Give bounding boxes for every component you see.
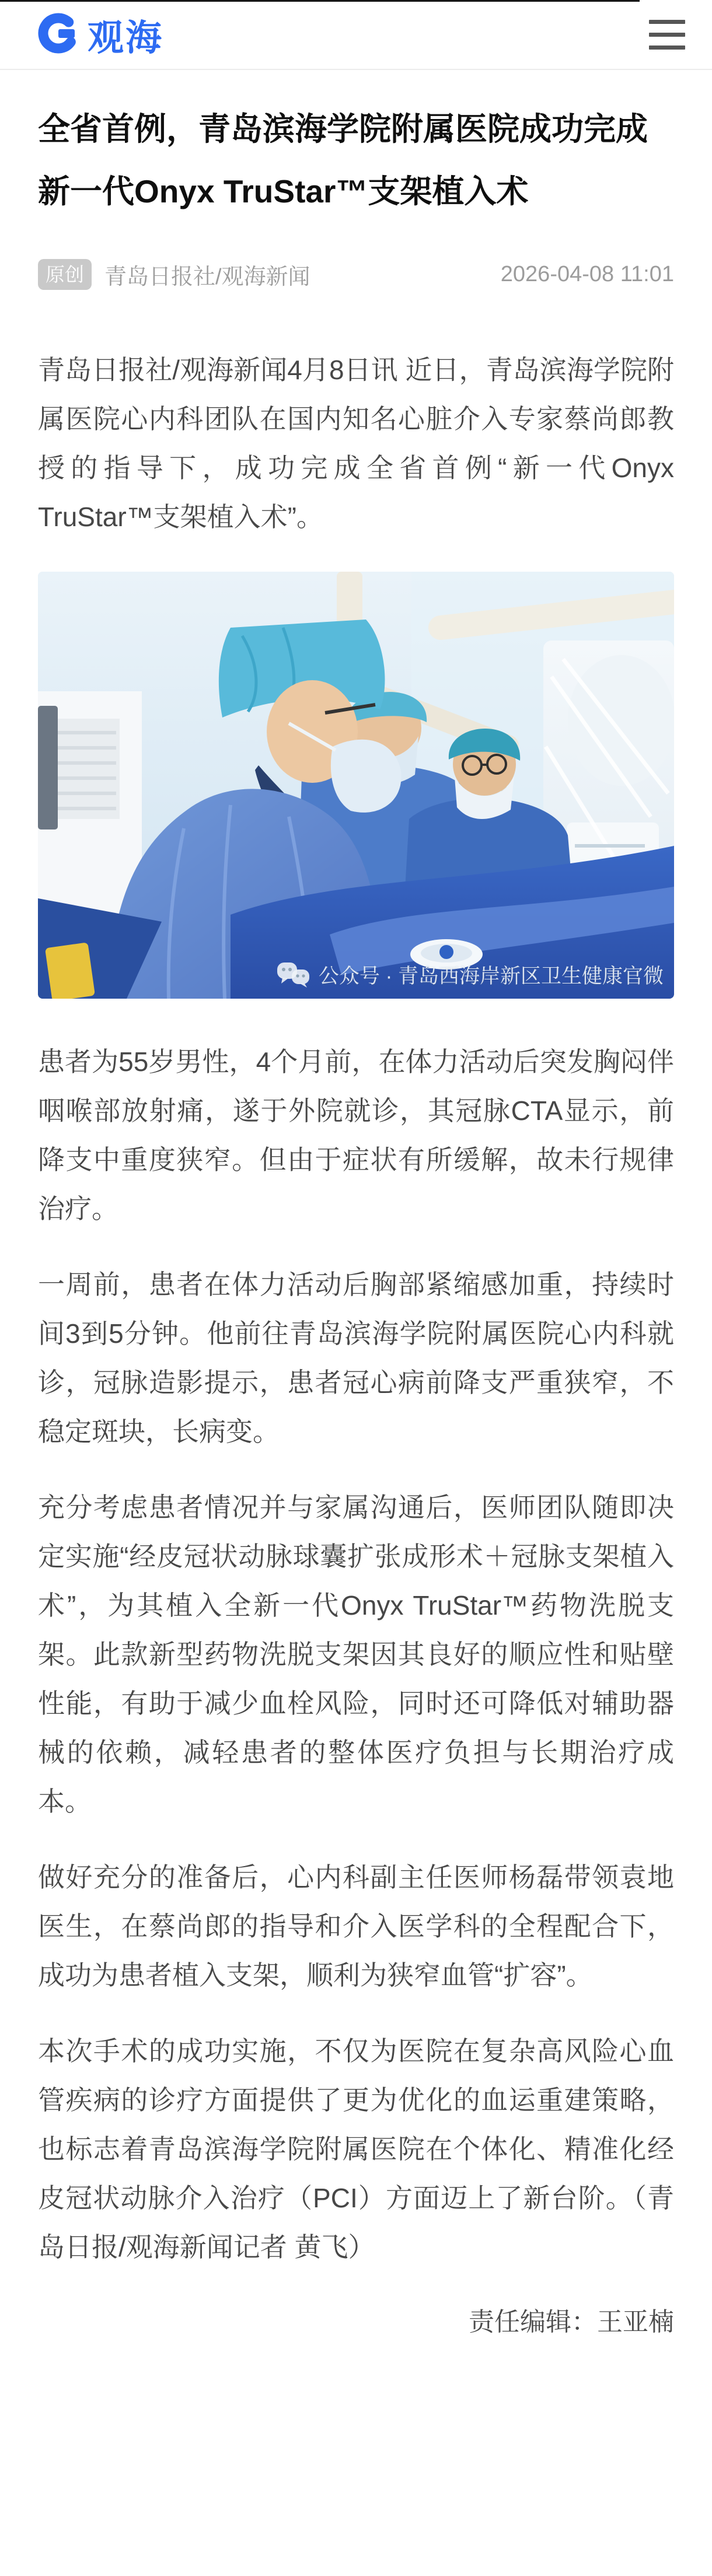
article-page bbox=[0, 98, 712, 2361]
wechat-icon bbox=[277, 961, 310, 988]
paragraph-5: 做好充分的准备后，心内科副主任医师杨磊带领袁地医生，在蔡尚郎的指导和介入医学科的全程配合下，成功为患者植入支架，顺利为狭窄血管“扩容”。 bbox=[38, 1861, 674, 1990]
paragraph-3: 一周前，患者在体力活动后胸部紧缩感加重，持续时间3到5分钟。他前往青岛滨海学院附属医院心内科就诊，冠脉造影提示，患者冠心病前降支严重狭窄，不稳定斑块，长病变。 bbox=[38, 1269, 674, 1447]
app-header bbox=[0, 0, 712, 70]
article-photo-operating-room[interactable] bbox=[38, 572, 674, 999]
paragraph-2: 患者为55岁男性，4个月前，在体力活动后突发胸闷伴咽喉部放射痛，遂于外院就诊，其冠脉CTA显示，前降支中重度狭窄。但由于症状有所缓解，故未行规律治疗。 bbox=[38, 1046, 674, 1224]
guanhai-logo-text: 观海 bbox=[88, 18, 164, 58]
photo-watermark-text: 公众号 · 青岛西海岸新区卫生健康官微 bbox=[318, 964, 664, 988]
page-top-hairline bbox=[0, 0, 640, 2]
photo-watermark bbox=[277, 960, 664, 989]
editor-credit: 责任编辑：王亚楠 bbox=[469, 2307, 674, 2336]
guanhai-logo[interactable] bbox=[36, 9, 163, 61]
news-article bbox=[38, 98, 674, 2338]
article-source: 青岛日报社/观海新闻 bbox=[104, 264, 310, 289]
paragraph-6: 本次手术的成功实施，不仅为医院在复杂高风险心血管疾病的诊疗方面提供了更为优化的血运重建策略，也标志着青岛滨海学院附属医院在个体化、精准化经皮冠状动脉介入治疗（PCI）方面迈上了新台阶。（青岛日报/观海新闻记者 黄飞） bbox=[38, 2035, 674, 2262]
guanhai-logo-g-icon bbox=[36, 11, 81, 58]
hamburger-menu-icon[interactable] bbox=[649, 18, 685, 52]
original-badge: 原创 bbox=[38, 259, 92, 290]
article-title: 全省首例，青岛滨海学院附属医院成功完成新一代Onyx TruStar™支架植入术 bbox=[38, 111, 648, 210]
article-datetime: 2026-04-08 11:01 bbox=[500, 261, 674, 286]
article-byline bbox=[38, 258, 674, 290]
paragraph-4: 充分考虑患者情况并与家属沟通后，医师团队随即决定实施“经皮冠状动脉球囊扩张成形术＋冠脉支架植入术”，为其植入全新一代Onyx TruStar™药物洗脱支架。此款新型药物洗脱支架因其良好的顺应性和贴壁性能，有助于减少血栓风险，同时还可降低对辅助器械的依赖，减轻患者的整体医疗负担与长期治疗成本。 bbox=[38, 1492, 674, 1817]
paragraph-1: 青岛日报社/观海新闻4月8日讯 近日，青岛滨海学院附属医院心内科团队在国内知名心脏介入专家蔡尚郎教授的指导下，成功完成全省首例“新一代Onyx TruStar™支架植入术”。 bbox=[38, 354, 674, 532]
operating-room-illustration bbox=[38, 572, 674, 999]
